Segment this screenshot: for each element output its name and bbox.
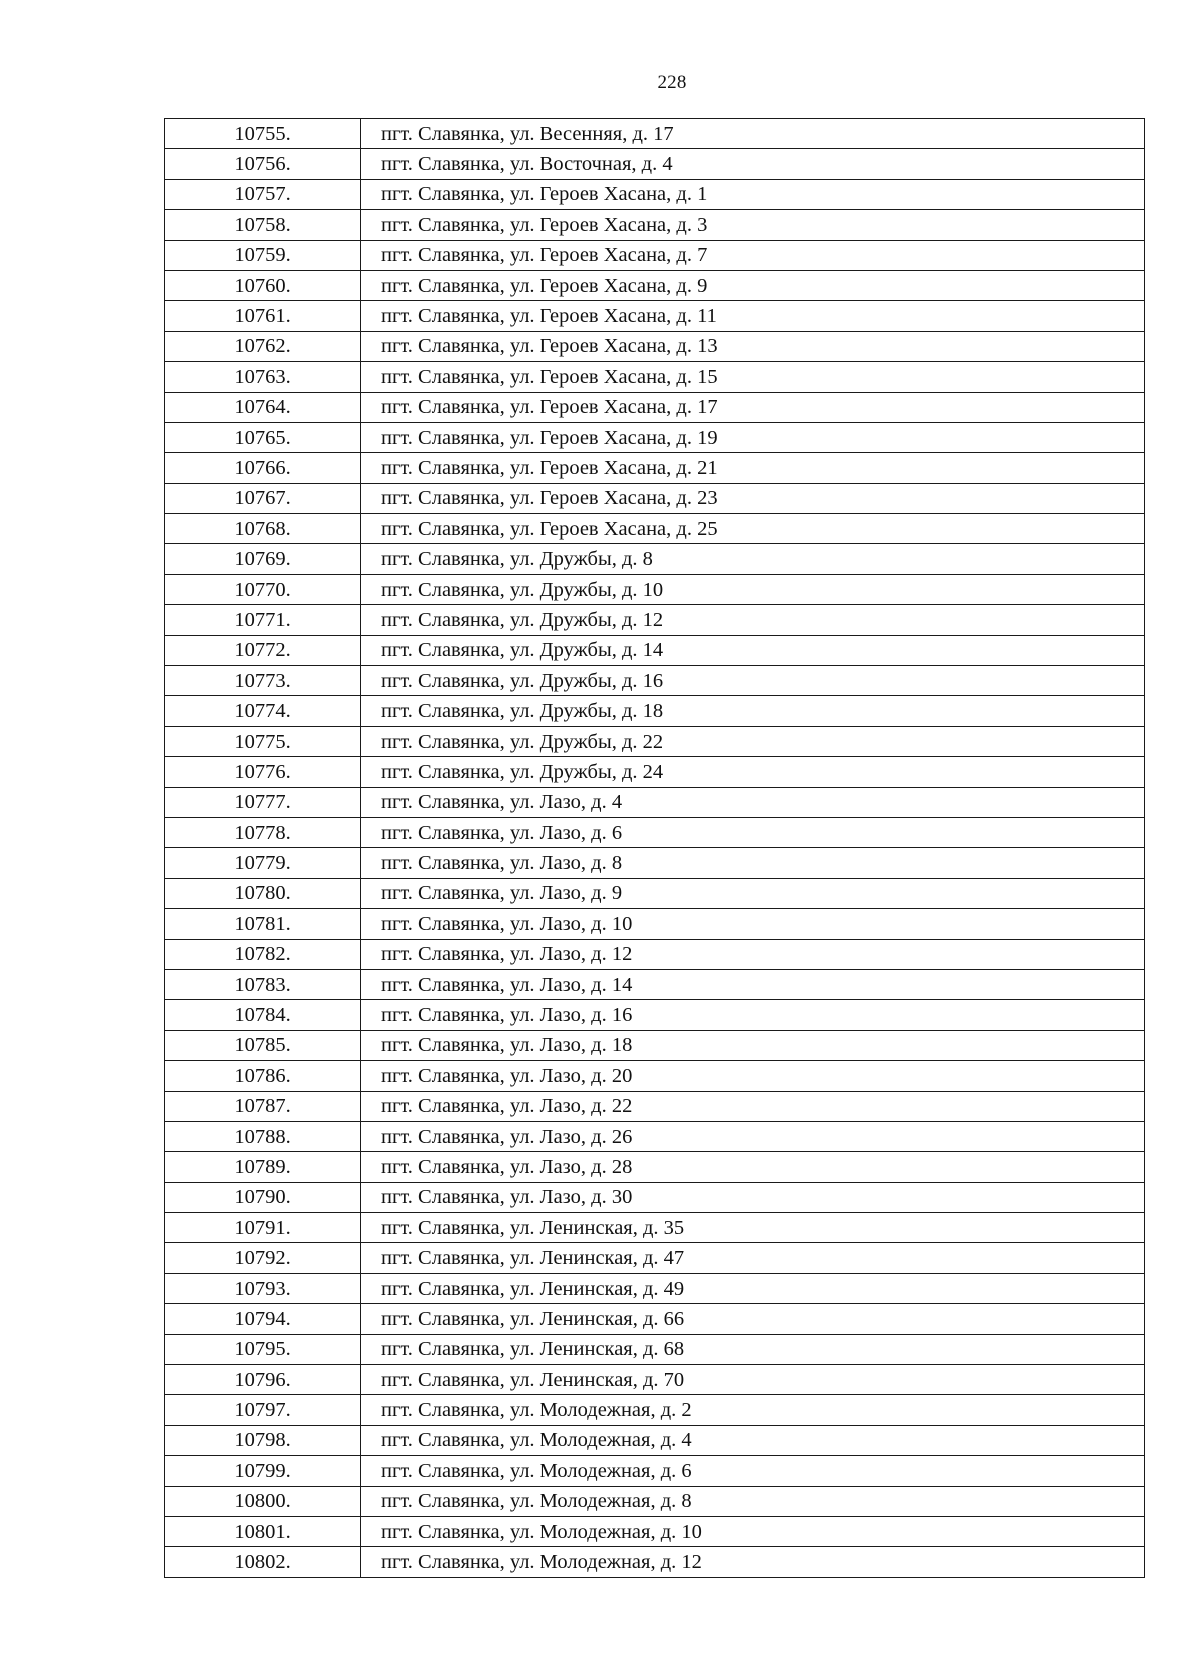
table-row — [165, 909, 1145, 939]
address-cell: пгт. Славянка, ул. Героев Хасана, д. 13 — [361, 331, 1145, 361]
address-cell: пгт. Славянка, ул. Молодежная, д. 6 — [361, 1456, 1145, 1486]
table-row — [165, 787, 1145, 817]
address-table — [164, 118, 1145, 1578]
table-row — [165, 362, 1145, 392]
table-row — [165, 1425, 1145, 1455]
row-number-cell: 10802. — [165, 1547, 361, 1577]
table-row — [165, 878, 1145, 908]
row-number-cell: 10790. — [165, 1182, 361, 1212]
row-number-cell: 10767. — [165, 483, 361, 513]
address-cell: пгт. Славянка, ул. Дружбы, д. 10 — [361, 574, 1145, 604]
row-number-cell: 10799. — [165, 1456, 361, 1486]
address-cell: пгт. Славянка, ул. Лазо, д. 6 — [361, 817, 1145, 847]
table-row — [165, 817, 1145, 847]
address-cell: пгт. Славянка, ул. Героев Хасана, д. 19 — [361, 422, 1145, 452]
address-cell: пгт. Славянка, ул. Ленинская, д. 66 — [361, 1304, 1145, 1334]
row-number-cell: 10761. — [165, 301, 361, 331]
row-number-cell: 10764. — [165, 392, 361, 422]
address-cell: пгт. Славянка, ул. Дружбы, д. 24 — [361, 757, 1145, 787]
address-cell: пгт. Славянка, ул. Лазо, д. 4 — [361, 787, 1145, 817]
row-number-cell: 10796. — [165, 1365, 361, 1395]
table-row — [165, 1121, 1145, 1151]
row-number-cell: 10801. — [165, 1516, 361, 1546]
row-number-cell: 10758. — [165, 210, 361, 240]
table-row — [165, 240, 1145, 270]
row-number-cell: 10786. — [165, 1061, 361, 1091]
address-cell: пгт. Славянка, ул. Молодежная, д. 2 — [361, 1395, 1145, 1425]
table-row — [165, 119, 1145, 149]
row-number-cell: 10797. — [165, 1395, 361, 1425]
address-cell: пгт. Славянка, ул. Лазо, д. 20 — [361, 1061, 1145, 1091]
table-row — [165, 453, 1145, 483]
address-cell: пгт. Славянка, ул. Лазо, д. 12 — [361, 939, 1145, 969]
address-cell: пгт. Славянка, ул. Героев Хасана, д. 17 — [361, 392, 1145, 422]
table-row — [165, 149, 1145, 179]
table-row — [165, 1030, 1145, 1060]
table-row — [165, 1061, 1145, 1091]
table-row — [165, 392, 1145, 422]
address-cell: пгт. Славянка, ул. Лазо, д. 18 — [361, 1030, 1145, 1060]
row-number-cell: 10777. — [165, 787, 361, 817]
row-number-cell: 10771. — [165, 605, 361, 635]
row-number-cell: 10800. — [165, 1486, 361, 1516]
page-number: 228 — [657, 72, 687, 93]
table-row — [165, 331, 1145, 361]
row-number-cell: 10775. — [165, 726, 361, 756]
address-cell: пгт. Славянка, ул. Ленинская, д. 47 — [361, 1243, 1145, 1273]
table-row — [165, 1243, 1145, 1273]
table-row — [165, 635, 1145, 665]
row-number-cell: 10780. — [165, 878, 361, 908]
table-row — [165, 1152, 1145, 1182]
address-cell: пгт. Славянка, ул. Молодежная, д. 12 — [361, 1547, 1145, 1577]
row-number-cell: 10766. — [165, 453, 361, 483]
row-number-cell: 10765. — [165, 422, 361, 452]
table-row — [165, 1486, 1145, 1516]
table-row — [165, 848, 1145, 878]
table-row — [165, 574, 1145, 604]
row-number-cell: 10757. — [165, 179, 361, 209]
table-row — [165, 544, 1145, 574]
address-cell: пгт. Славянка, ул. Дружбы, д. 12 — [361, 605, 1145, 635]
address-cell: пгт. Славянка, ул. Героев Хасана, д. 15 — [361, 362, 1145, 392]
table-row — [165, 726, 1145, 756]
address-cell: пгт. Славянка, ул. Восточная, д. 4 — [361, 149, 1145, 179]
address-cell: пгт. Славянка, ул. Героев Хасана, д. 21 — [361, 453, 1145, 483]
row-number-cell: 10795. — [165, 1334, 361, 1364]
row-number-cell: 10768. — [165, 514, 361, 544]
row-number-cell: 10769. — [165, 544, 361, 574]
table-row — [165, 1273, 1145, 1303]
address-cell: пгт. Славянка, ул. Лазо, д. 14 — [361, 969, 1145, 999]
table-row — [165, 422, 1145, 452]
address-cell: пгт. Славянка, ул. Лазо, д. 10 — [361, 909, 1145, 939]
table-row — [165, 514, 1145, 544]
row-number-cell: 10763. — [165, 362, 361, 392]
table-row — [165, 1334, 1145, 1364]
row-number-cell: 10759. — [165, 240, 361, 270]
row-number-cell: 10755. — [165, 119, 361, 149]
address-cell: пгт. Славянка, ул. Ленинская, д. 68 — [361, 1334, 1145, 1364]
row-number-cell: 10781. — [165, 909, 361, 939]
row-number-cell: 10783. — [165, 969, 361, 999]
address-cell: пгт. Славянка, ул. Ленинская, д. 35 — [361, 1213, 1145, 1243]
address-cell: пгт. Славянка, ул. Героев Хасана, д. 25 — [361, 514, 1145, 544]
address-cell: пгт. Славянка, ул. Дружбы, д. 14 — [361, 635, 1145, 665]
address-cell: пгт. Славянка, ул. Героев Хасана, д. 11 — [361, 301, 1145, 331]
row-number-cell: 10778. — [165, 817, 361, 847]
address-cell: пгт. Славянка, ул. Ленинская, д. 70 — [361, 1365, 1145, 1395]
row-number-cell: 10792. — [165, 1243, 361, 1273]
row-number-cell: 10776. — [165, 757, 361, 787]
table-row — [165, 1213, 1145, 1243]
address-cell: пгт. Славянка, ул. Лазо, д. 8 — [361, 848, 1145, 878]
address-cell: пгт. Славянка, ул. Лазо, д. 28 — [361, 1152, 1145, 1182]
row-number-cell: 10773. — [165, 666, 361, 696]
table-row — [165, 1547, 1145, 1577]
address-cell: пгт. Славянка, ул. Героев Хасана, д. 1 — [361, 179, 1145, 209]
table-row — [165, 1091, 1145, 1121]
address-cell: пгт. Славянка, ул. Ленинская, д. 49 — [361, 1273, 1145, 1303]
table-row — [165, 1304, 1145, 1334]
address-cell: пгт. Славянка, ул. Героев Хасана, д. 23 — [361, 483, 1145, 513]
row-number-cell: 10782. — [165, 939, 361, 969]
address-cell: пгт. Славянка, ул. Лазо, д. 16 — [361, 1000, 1145, 1030]
table-row — [165, 1516, 1145, 1546]
row-number-cell: 10772. — [165, 635, 361, 665]
row-number-cell: 10779. — [165, 848, 361, 878]
address-cell: пгт. Славянка, ул. Лазо, д. 26 — [361, 1121, 1145, 1151]
row-number-cell: 10770. — [165, 574, 361, 604]
address-cell: пгт. Славянка, ул. Дружбы, д. 16 — [361, 666, 1145, 696]
table-row — [165, 1182, 1145, 1212]
address-cell: пгт. Славянка, ул. Дружбы, д. 22 — [361, 726, 1145, 756]
table-row — [165, 1365, 1145, 1395]
table-row — [165, 270, 1145, 300]
table-row — [165, 301, 1145, 331]
address-cell: пгт. Славянка, ул. Героев Хасана, д. 3 — [361, 210, 1145, 240]
address-cell: пгт. Славянка, ул. Героев Хасана, д. 9 — [361, 270, 1145, 300]
row-number-cell: 10788. — [165, 1121, 361, 1151]
row-number-cell: 10789. — [165, 1152, 361, 1182]
address-cell: пгт. Славянка, ул. Лазо, д. 22 — [361, 1091, 1145, 1121]
row-number-cell: 10760. — [165, 270, 361, 300]
table-row — [165, 1456, 1145, 1486]
table-row — [165, 210, 1145, 240]
address-cell: пгт. Славянка, ул. Дружбы, д. 18 — [361, 696, 1145, 726]
table-row — [165, 757, 1145, 787]
address-cell: пгт. Славянка, ул. Дружбы, д. 8 — [361, 544, 1145, 574]
table-row — [165, 666, 1145, 696]
table-row — [165, 179, 1145, 209]
table-row — [165, 483, 1145, 513]
address-cell: пгт. Славянка, ул. Героев Хасана, д. 7 — [361, 240, 1145, 270]
row-number-cell: 10794. — [165, 1304, 361, 1334]
row-number-cell: 10791. — [165, 1213, 361, 1243]
table-row — [165, 696, 1145, 726]
address-cell: пгт. Славянка, ул. Лазо, д. 30 — [361, 1182, 1145, 1212]
address-cell: пгт. Славянка, ул. Молодежная, д. 8 — [361, 1486, 1145, 1516]
address-cell: пгт. Славянка, ул. Молодежная, д. 10 — [361, 1516, 1145, 1546]
table-row — [165, 1000, 1145, 1030]
address-cell: пгт. Славянка, ул. Лазо, д. 9 — [361, 878, 1145, 908]
row-number-cell: 10762. — [165, 331, 361, 361]
row-number-cell: 10793. — [165, 1273, 361, 1303]
address-cell: пгт. Славянка, ул. Молодежная, д. 4 — [361, 1425, 1145, 1455]
table-row — [165, 1395, 1145, 1425]
row-number-cell: 10785. — [165, 1030, 361, 1060]
address-table-body — [165, 119, 1145, 1578]
row-number-cell: 10756. — [165, 149, 361, 179]
table-row — [165, 605, 1145, 635]
row-number-cell: 10774. — [165, 696, 361, 726]
row-number-cell: 10787. — [165, 1091, 361, 1121]
row-number-cell: 10798. — [165, 1425, 361, 1455]
table-row — [165, 939, 1145, 969]
address-cell: пгт. Славянка, ул. Весенняя, д. 17 — [361, 119, 1145, 149]
row-number-cell: 10784. — [165, 1000, 361, 1030]
table-row — [165, 969, 1145, 999]
